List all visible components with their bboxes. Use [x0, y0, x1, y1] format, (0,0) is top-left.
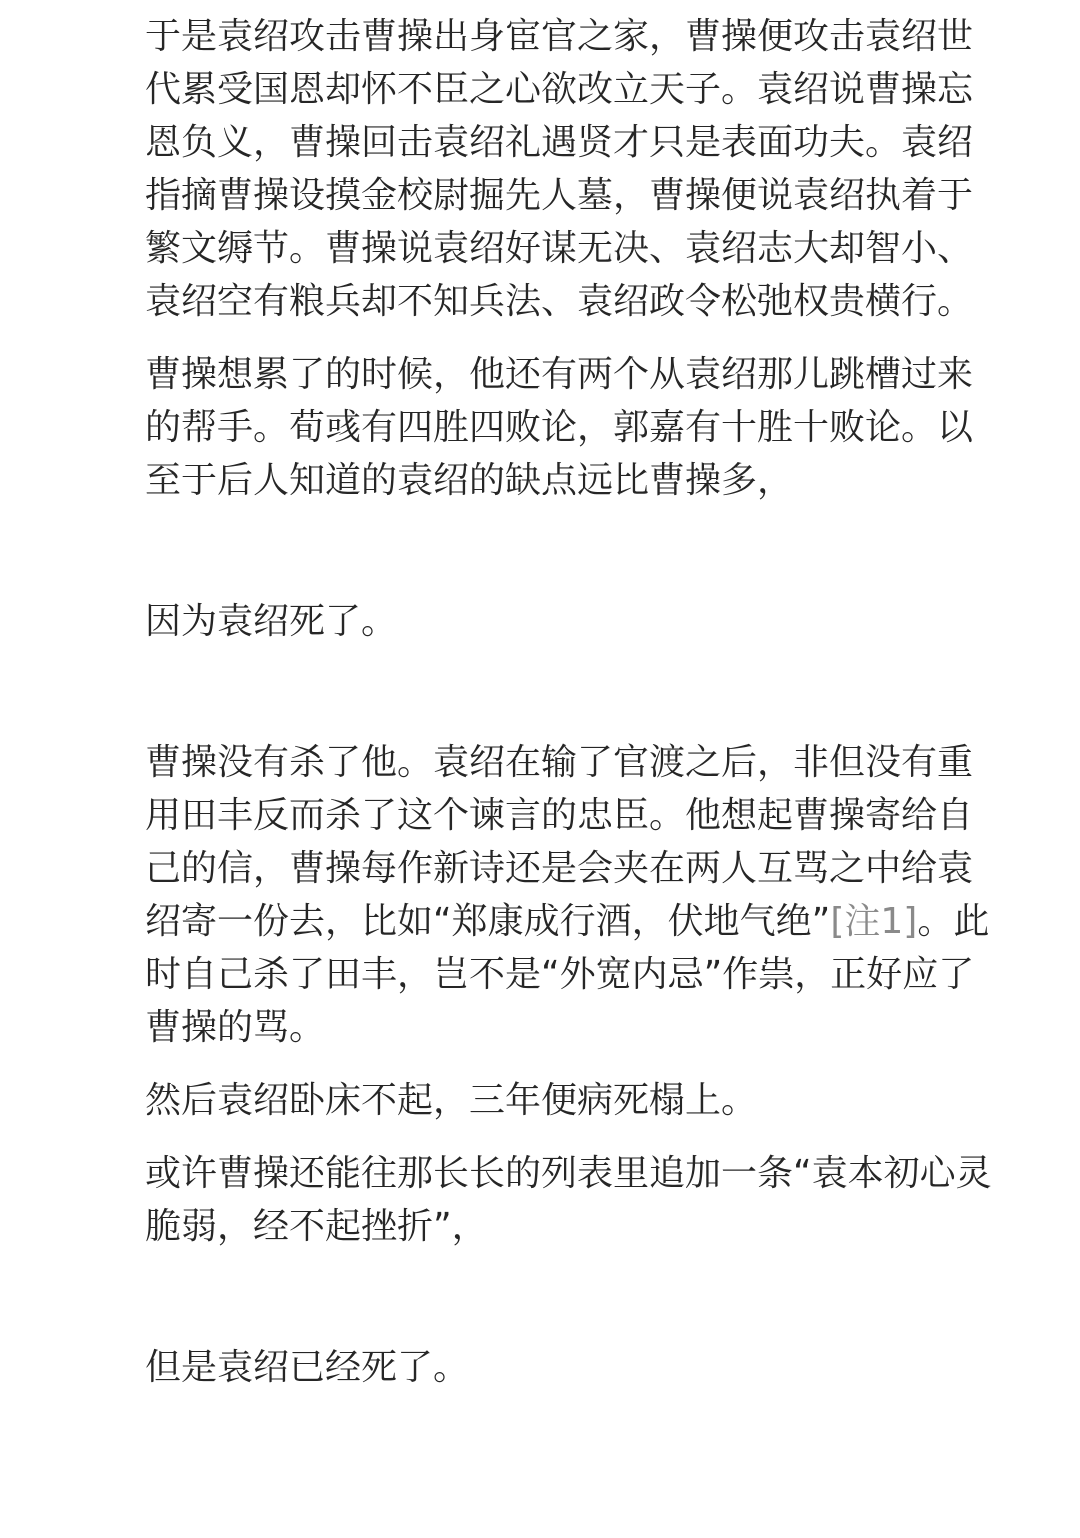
paragraph-3: 因为袁绍死了。 — [145, 601, 398, 642]
paragraph-6: 或许曹操还能往那长长的列表里追加一条“袁本初心灵脆弱，经不起挫折”， — [145, 1153, 992, 1247]
paragraph-5: 然后袁绍卧床不起，三年便病死榻上。 — [145, 1080, 758, 1121]
paragraph-gap — [145, 1054, 995, 1074]
paragraph-gap — [145, 648, 995, 736]
paragraph-gap — [145, 1127, 995, 1147]
article-body — [145, 10, 995, 1394]
paragraph-4-text-a: 曹操没有杀了他。袁绍在输了官渡之后，非但没有重用田丰反而杀了这个谏言的忠臣。他想起曹操寄给自己的信，曹操每作新诗还是会夹在两人互骂之中给袁绍寄一份去，比如“郑康成行酒，伏地气绝” — [145, 742, 974, 942]
footnote-link[interactable]: [注1] — [830, 901, 918, 942]
paragraph-2: 曹操想累了的时候，他还有两个从袁绍那儿跳槽过来的帮手。荀彧有四胜四败论，郭嘉有十胜十败论。以至于后人知道的袁绍的缺点远比曹操多， — [145, 354, 974, 501]
paragraph-1: 于是袁绍攻击曹操出身宦官之家，曹操便攻击袁绍世代累受国恩却怀不臣之心欲改立天子。袁绍说曹操忘恩负义，曹操回击袁绍礼遇贤才只是表面功夫。袁绍指摘曹操设摸金校尉掘先人墓，曹操便说袁绍执着于繁文缛节。曹操说袁绍好谋无决、袁绍志大却智小、袁绍空有粮兵却不知兵法、袁绍政令松弛权贵横行。 — [145, 16, 974, 322]
paragraph-4 — [145, 736, 995, 1054]
paragraph-4-text-b: 。此时自己杀了田丰，岂不是“外宽内忌”作祟，正好应了曹操的骂。 — [145, 901, 990, 1048]
paragraph-gap — [145, 507, 995, 595]
paragraph-7: 但是袁绍已经死了。 — [145, 1347, 470, 1388]
paragraph-gap — [145, 328, 995, 348]
paragraph-gap — [145, 1253, 995, 1341]
